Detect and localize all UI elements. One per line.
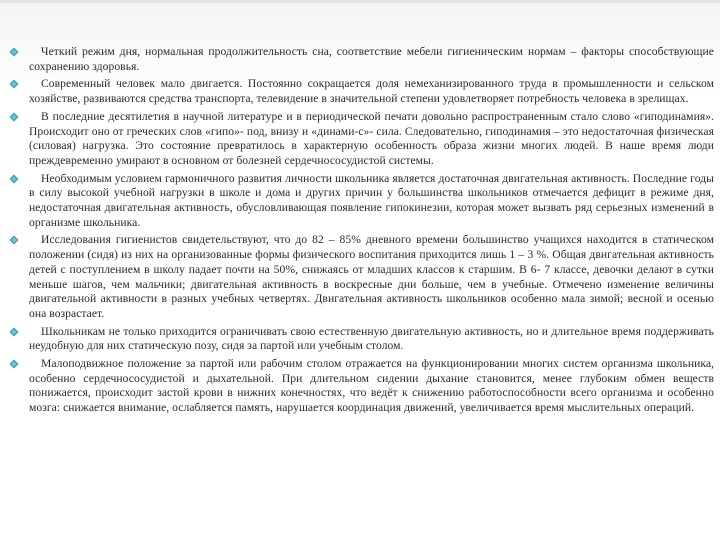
bullet-list xyxy=(8,45,714,419)
list-item xyxy=(8,77,714,106)
paragraph-text: Необходимым условием гармоничного развития личности школьника является достаточная двигательная активность. Последние годы в силу высокой учебной нагрузки в школе и дома и других причин у большинства школьников отмечается дефицит в режиме дня, недостаточная двигательная активность, обусловливающая появление гипокинезии, которая может вызвать ряд серьезных изменений в организме школьника. xyxy=(29,171,714,229)
list-item xyxy=(8,110,714,169)
diamond-bullet-icon xyxy=(9,174,19,184)
diamond-bullet-icon xyxy=(9,112,19,122)
diamond-bullet-icon xyxy=(9,47,19,57)
paragraph-text: Современный человек мало двигается. Постоянно сокращается доля немеханизированного труда в промышленности и сельском хозяйстве, развиваются средства транспорта, телевидение в значительной степени удовлетворяет потребность человека в зрелищах. xyxy=(29,77,714,106)
list-item xyxy=(8,172,714,231)
list-item xyxy=(8,233,714,321)
list-item xyxy=(8,325,714,354)
list-item xyxy=(8,357,714,416)
diamond-bullet-icon xyxy=(9,359,19,369)
slide-top-border xyxy=(0,0,720,3)
list-item xyxy=(8,45,714,74)
paragraph-text: Малоподвижное положение за партой или рабочим столом отражается на функционировании многих систем организма школьника, особенно сердечнососудистой и дыхательной. При длительном сидении дыхание становится, менее глубоким обмен веществ понижается, происходит застой крови в нижних конечностях, что ведёт к снижению работоспособности всего организма и особенно мозга: снижается внимание, ослабляется память, нарушается координация движений, увеличивается время мыслительных операций. xyxy=(29,357,714,415)
paragraph-text: Школьникам не только приходится ограничивать свою естественную двигательную активность, но и длительное время поддерживать неудобную для них статическую позу, сидя за партой или учебным столом. xyxy=(29,324,714,353)
paragraph-text: Исследования гигиенистов свидетельствуют, что до 82 – 85% дневного времени большинство учащихся находится в статическом положении (сидя) из них на организованные формы физического воспитания приходится лишь 1 – 3 %. Общая двигательная активность детей с поступлением в школу падает почти на 50%, снижаясь от младших классов к старшим. В 6- 7 классе, девочки делают в сутки меньше шагов, чем мальчики; двигательная активность в воскресные дни больше, чем в учебные. Отмечено изменение величины двигательной активности в разных учебных четвертях. Двигательная активность школьников особенно мала зимой; весной и осенью она возрастает. xyxy=(29,233,714,320)
diamond-bullet-icon xyxy=(9,327,19,337)
diamond-bullet-icon xyxy=(9,235,19,245)
diamond-bullet-icon xyxy=(9,79,19,89)
paragraph-text: В последние десятилетия в научной литературе и в периодической печати довольно распространенным стало слово «гиподинамия». Происходит оно от греческих слов «гипо»- под, внизу и «динами-с»- сила. Следовательно, гиподинамия – это недостаточная физическая (силовая) нагрузка. Это состояние превратилось в характерную особенность образа жизни многих людей. В наше время люди преждевременно умирают в основном от болезней сердечнососудистой системы. xyxy=(29,109,714,167)
paragraph-text: Четкий режим дня, нормальная продолжительность сна, соответствие мебели гигиеническим нормам – факторы способствующие сохранению здоровья. xyxy=(29,45,714,73)
